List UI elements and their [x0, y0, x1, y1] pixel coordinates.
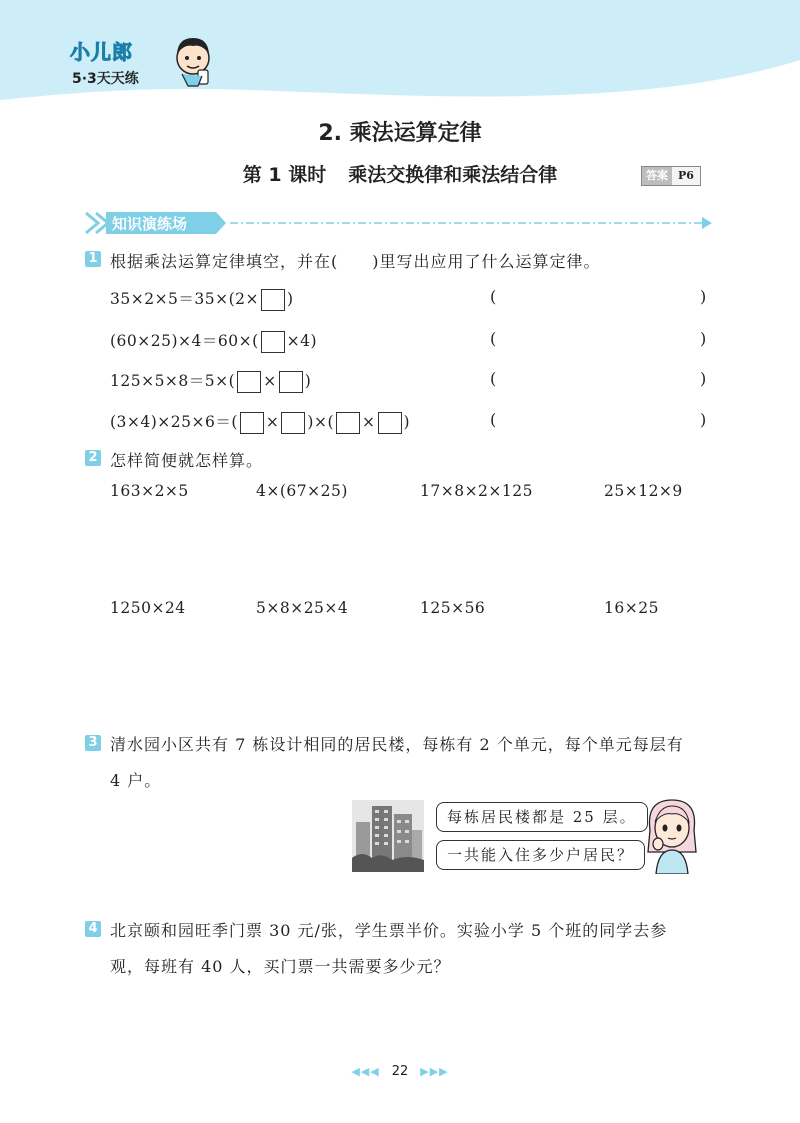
- q1-row-3-tail: ): [304, 372, 312, 390]
- answer-label: 答案: [642, 167, 672, 185]
- q1-row-1-expr: 35×2×5＝35×(2×: [110, 290, 260, 308]
- calc-item: 4×(67×25): [256, 482, 348, 500]
- lesson-number: 第 1 课时: [242, 164, 327, 186]
- brand-title: 小儿郎: [70, 40, 133, 64]
- q1-row-3: [110, 369, 311, 393]
- law-blank-open: (: [490, 410, 497, 429]
- calc-item: 25×12×9: [604, 482, 683, 500]
- question-number-2: 2: [85, 450, 101, 466]
- q1-row-4-tail: ): [403, 413, 411, 431]
- answer-box[interactable]: [237, 371, 261, 393]
- q1-row-2: [110, 329, 317, 353]
- prev-arrows-icon: ◀◀◀: [351, 1065, 380, 1078]
- q1-row-4-op2: ×: [362, 413, 376, 431]
- page-footer: [0, 1060, 800, 1079]
- mascot-boy-icon: [168, 32, 218, 92]
- answer-box[interactable]: [261, 331, 285, 353]
- q1-row-3-op: ×: [263, 372, 277, 390]
- brand-subtitle: 5·3天天练: [72, 71, 139, 87]
- q1-row-2-expr: (60×25)×4＝60×(: [110, 332, 259, 350]
- question-number-3: 3: [85, 735, 101, 751]
- q1-row-3-expr: 125×5×8＝5×(: [110, 372, 236, 390]
- lesson-topic: 乘法交换律和乘法结合律: [348, 164, 558, 186]
- calc-item: 5×8×25×4: [256, 599, 349, 617]
- calc-item: 125×56: [420, 599, 486, 617]
- section-title: 2. 乘法运算定律: [318, 121, 482, 146]
- calc-item: 16×25: [604, 599, 659, 617]
- speech-bubble-floors: 每栋居民楼都是 25 层。: [436, 802, 648, 832]
- law-blank-open: (: [490, 369, 497, 388]
- q1-row-2-tail: ×4): [286, 332, 318, 350]
- law-blank-open: (: [490, 287, 497, 306]
- law-blank-close: ): [700, 410, 707, 429]
- answer-page: P6: [672, 167, 700, 185]
- brand-logo: [60, 36, 200, 96]
- q1-row-4-mid: )×(: [307, 413, 335, 431]
- calc-item: 163×2×5: [110, 482, 189, 500]
- calc-item: 1250×24: [110, 599, 186, 617]
- answer-box[interactable]: [378, 412, 402, 434]
- law-blank-close: ): [700, 287, 707, 306]
- answer-box[interactable]: [240, 412, 264, 434]
- q1-row-1: [110, 287, 294, 311]
- apartment-buildings-photo: [352, 800, 424, 872]
- question-2-text: 怎样简便就怎样算。: [110, 451, 264, 470]
- question-1-text: 根据乘法运算定律填空，并在( )里写出应用了什么运算定律。: [110, 252, 601, 271]
- law-blank-open: (: [490, 329, 497, 348]
- q1-row-4-op: ×: [265, 413, 280, 431]
- answer-box[interactable]: [279, 371, 303, 393]
- answer-reference-tag: [641, 166, 701, 186]
- page-number: 22: [391, 1064, 409, 1079]
- q1-row-4: [110, 410, 410, 434]
- question-3-line-2: 4 户。: [110, 771, 162, 790]
- law-blank-close: ): [700, 369, 707, 388]
- q1-row-1-tail: ): [287, 290, 294, 308]
- answer-box[interactable]: [336, 412, 360, 434]
- answer-box[interactable]: [281, 412, 305, 434]
- question-4-line-2: 观，每班有 40 人，买门票一共需要多少元？: [110, 957, 451, 976]
- q1-row-4-expr: (3×4)×25×6＝(: [110, 413, 238, 431]
- question-number-4: 4: [85, 921, 101, 937]
- law-blank-close: ): [700, 329, 707, 348]
- question-4-line-1: 北京颐和园旺季门票 30 元/张，学生票半价。实验小学 5 个班的同学去参: [110, 921, 668, 940]
- banner-label: 知识演练场: [112, 215, 188, 233]
- next-arrows-icon: ▶▶▶: [420, 1065, 449, 1078]
- thinking-girl-icon: [636, 794, 708, 874]
- calc-item: 17×8×2×125: [420, 482, 533, 500]
- question-3-line-1: 清水园小区共有 7 栋设计相同的居民楼，每栋有 2 个单元，每个单元每层有: [110, 735, 684, 754]
- speech-bubble-question: 一共能入住多少户居民？: [436, 840, 645, 870]
- answer-box[interactable]: [261, 289, 285, 311]
- question-number-1: 1: [85, 251, 101, 267]
